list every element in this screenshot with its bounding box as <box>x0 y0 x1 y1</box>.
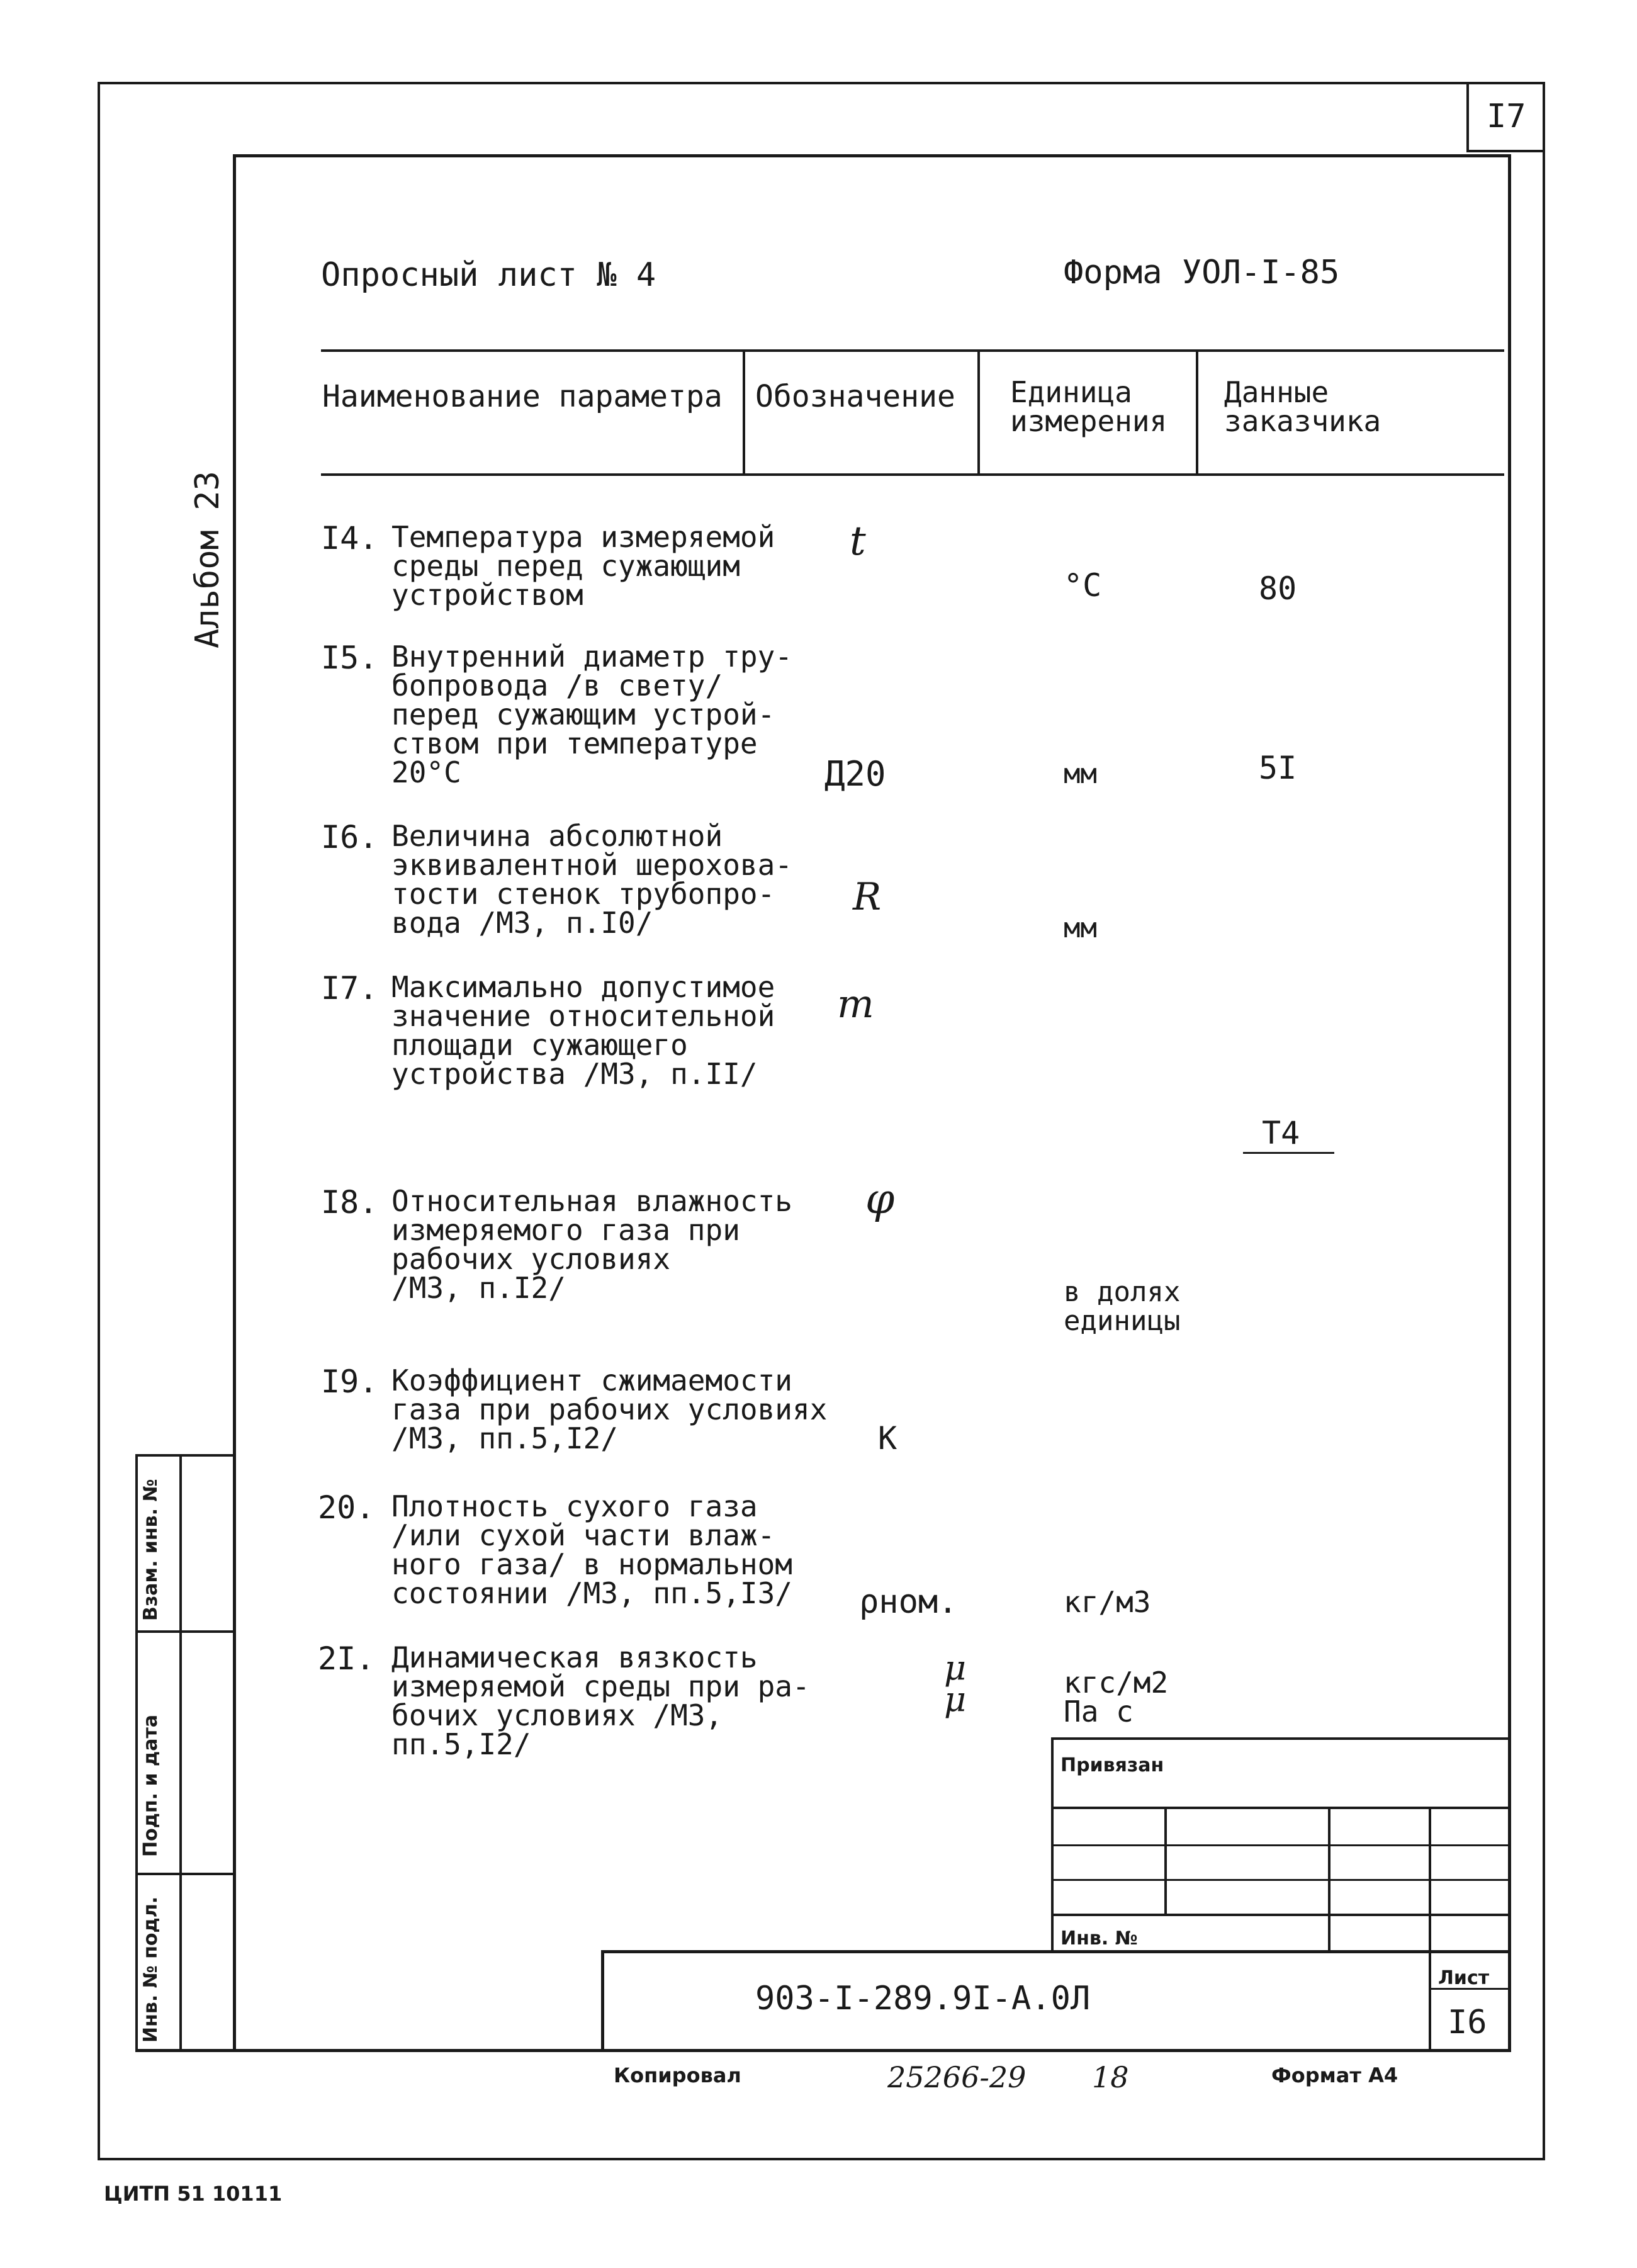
row-description: Внутренний диаметр тру- бопровода /в свету/ перед сужающим устрой- ством при температуре 20°C <box>391 640 792 789</box>
header-customer: Данные заказчика <box>1224 375 1381 438</box>
corner-box-left <box>1466 82 1469 151</box>
row-description: Коэффициент сжимаемости газа при рабочих условиях /МЗ, пп.5,I2/ <box>391 1363 828 1455</box>
stamp-row-3 <box>1051 1879 1510 1881</box>
row-value: 5I <box>1259 750 1297 786</box>
side-label-podp: Подп. и дата <box>140 1714 162 1857</box>
row-symbol: φ <box>865 1175 895 1223</box>
outer-border-bottom <box>98 2158 1545 2160</box>
stamp-col-1 <box>1164 1807 1167 1914</box>
footer-page-number: 18 <box>1092 2060 1129 2094</box>
outer-border-top <box>98 82 1545 84</box>
row-unit: кг/м3 <box>1064 1585 1151 1619</box>
outer-border-right <box>1543 82 1545 2159</box>
row-number: I8. <box>321 1184 378 1221</box>
footer-format: Формат А4 <box>1271 2063 1398 2087</box>
row-number: 2I. <box>318 1640 375 1677</box>
row-symbol: К <box>878 1420 897 1457</box>
header-divider-2 <box>977 349 980 475</box>
row-unit: °C <box>1064 567 1102 604</box>
header-bottom-rule <box>321 473 1504 476</box>
stamp-row-2 <box>1051 1844 1510 1846</box>
row-number: 20. <box>318 1489 375 1526</box>
row-description: Динамическая вязкость измеряемой среды при ра- бочих условиях /МЗ, пп.5,I2/ <box>391 1640 810 1761</box>
header-unit: Единица измерения <box>1010 375 1167 438</box>
row-symbol: t <box>850 518 866 565</box>
code-box-top <box>601 1950 1510 1953</box>
row-description: Величина абсолютной эквивалентной шерохова- тости стенок трубопро- вода /МЗ, п.I0/ <box>391 819 792 940</box>
footer-order-number: 25266-29 <box>887 2060 1027 2094</box>
side-strip-div1 <box>135 1630 236 1633</box>
header-divider-1 <box>743 349 745 475</box>
row-value: T4 <box>1262 1115 1300 1151</box>
stamp-inv-no: Инв. № <box>1060 1927 1138 1949</box>
row-symbol: ρном. <box>859 1583 958 1621</box>
row-description: Относительная влажность измеряемого газа при рабочих условиях /МЗ, п.I2/ <box>391 1184 792 1305</box>
row-unit: мм <box>1064 912 1097 944</box>
header-name: Наименование параметра <box>322 379 723 414</box>
side-strip-left <box>135 1454 138 2052</box>
footer-copied: Копировал <box>614 2063 741 2087</box>
stamp-col-3 <box>1429 1807 1431 1951</box>
stamp-col-2 <box>1328 1807 1330 1951</box>
side-label-inv-podl: Инв. № подл. <box>140 1896 162 2043</box>
side-strip-div2 <box>135 1873 236 1875</box>
row-symbol: R <box>853 875 882 919</box>
frame-right <box>1508 154 1511 2052</box>
row-unit: мм <box>1064 758 1097 790</box>
header-symbol: Обозначение <box>755 379 955 414</box>
row-number: I5. <box>321 640 378 676</box>
row-symbol: m <box>837 981 874 1027</box>
stamp-row-1 <box>1051 1807 1510 1809</box>
row-value: 80 <box>1259 570 1297 607</box>
row-description: Плотность сухого газа /или сухой части влаж- ного газа/ в нормальном состоянии /МЗ, пп.5,I3/ <box>391 1489 792 1610</box>
stamp-box-top <box>1051 1737 1510 1740</box>
row-number: I6. <box>321 819 378 855</box>
row-number: I7. <box>321 970 378 1007</box>
album-label: Альбом 23 <box>189 471 227 648</box>
corner-box-bottom <box>1466 150 1545 152</box>
list-label: Лист <box>1438 1967 1490 1989</box>
document-code: 903-I-289.9I-А.0Л <box>755 1980 1091 2017</box>
code-box-left <box>601 1950 604 2052</box>
list-box-left <box>1429 1950 1431 2052</box>
corner-sheet-number: I7 <box>1487 98 1526 135</box>
side-label-vzam: Взам. инв. № <box>140 1479 162 1621</box>
footer-organization: ЦИТП 51 10111 <box>104 2182 283 2206</box>
questionnaire-title: Опросный лист № 4 <box>321 256 656 294</box>
side-strip-top <box>135 1454 236 1457</box>
row-symbol: Д20 <box>824 754 886 794</box>
header-top-rule <box>321 349 1504 352</box>
row-symbol: μ μ <box>944 1648 967 1719</box>
row-unit: в долях единицы <box>1064 1276 1181 1337</box>
outer-border-left <box>98 82 100 2159</box>
row-number: I9. <box>321 1363 378 1400</box>
row-number: I4. <box>321 520 378 556</box>
frame-bottom <box>135 2049 1511 2052</box>
form-code: Форма УОЛ-I-85 <box>1064 254 1340 291</box>
row-description: Температура измеряемой среды перед сужающим устройством <box>391 520 775 612</box>
side-strip-mid <box>179 1454 182 2052</box>
frame-left <box>233 154 236 2052</box>
stamp-row-4 <box>1051 1914 1510 1916</box>
list-number: I6 <box>1448 2004 1487 2041</box>
row-unit: кгс/м2 Па с <box>1064 1666 1169 1729</box>
value-underline <box>1243 1152 1334 1154</box>
stamp-privyazan: Привязан <box>1060 1754 1164 1776</box>
row-description: Максимально допустимое значение относительной площади сужающего устройства /МЗ, п.II/ <box>391 970 775 1091</box>
header-divider-3 <box>1196 349 1198 475</box>
frame-top <box>233 154 1510 157</box>
